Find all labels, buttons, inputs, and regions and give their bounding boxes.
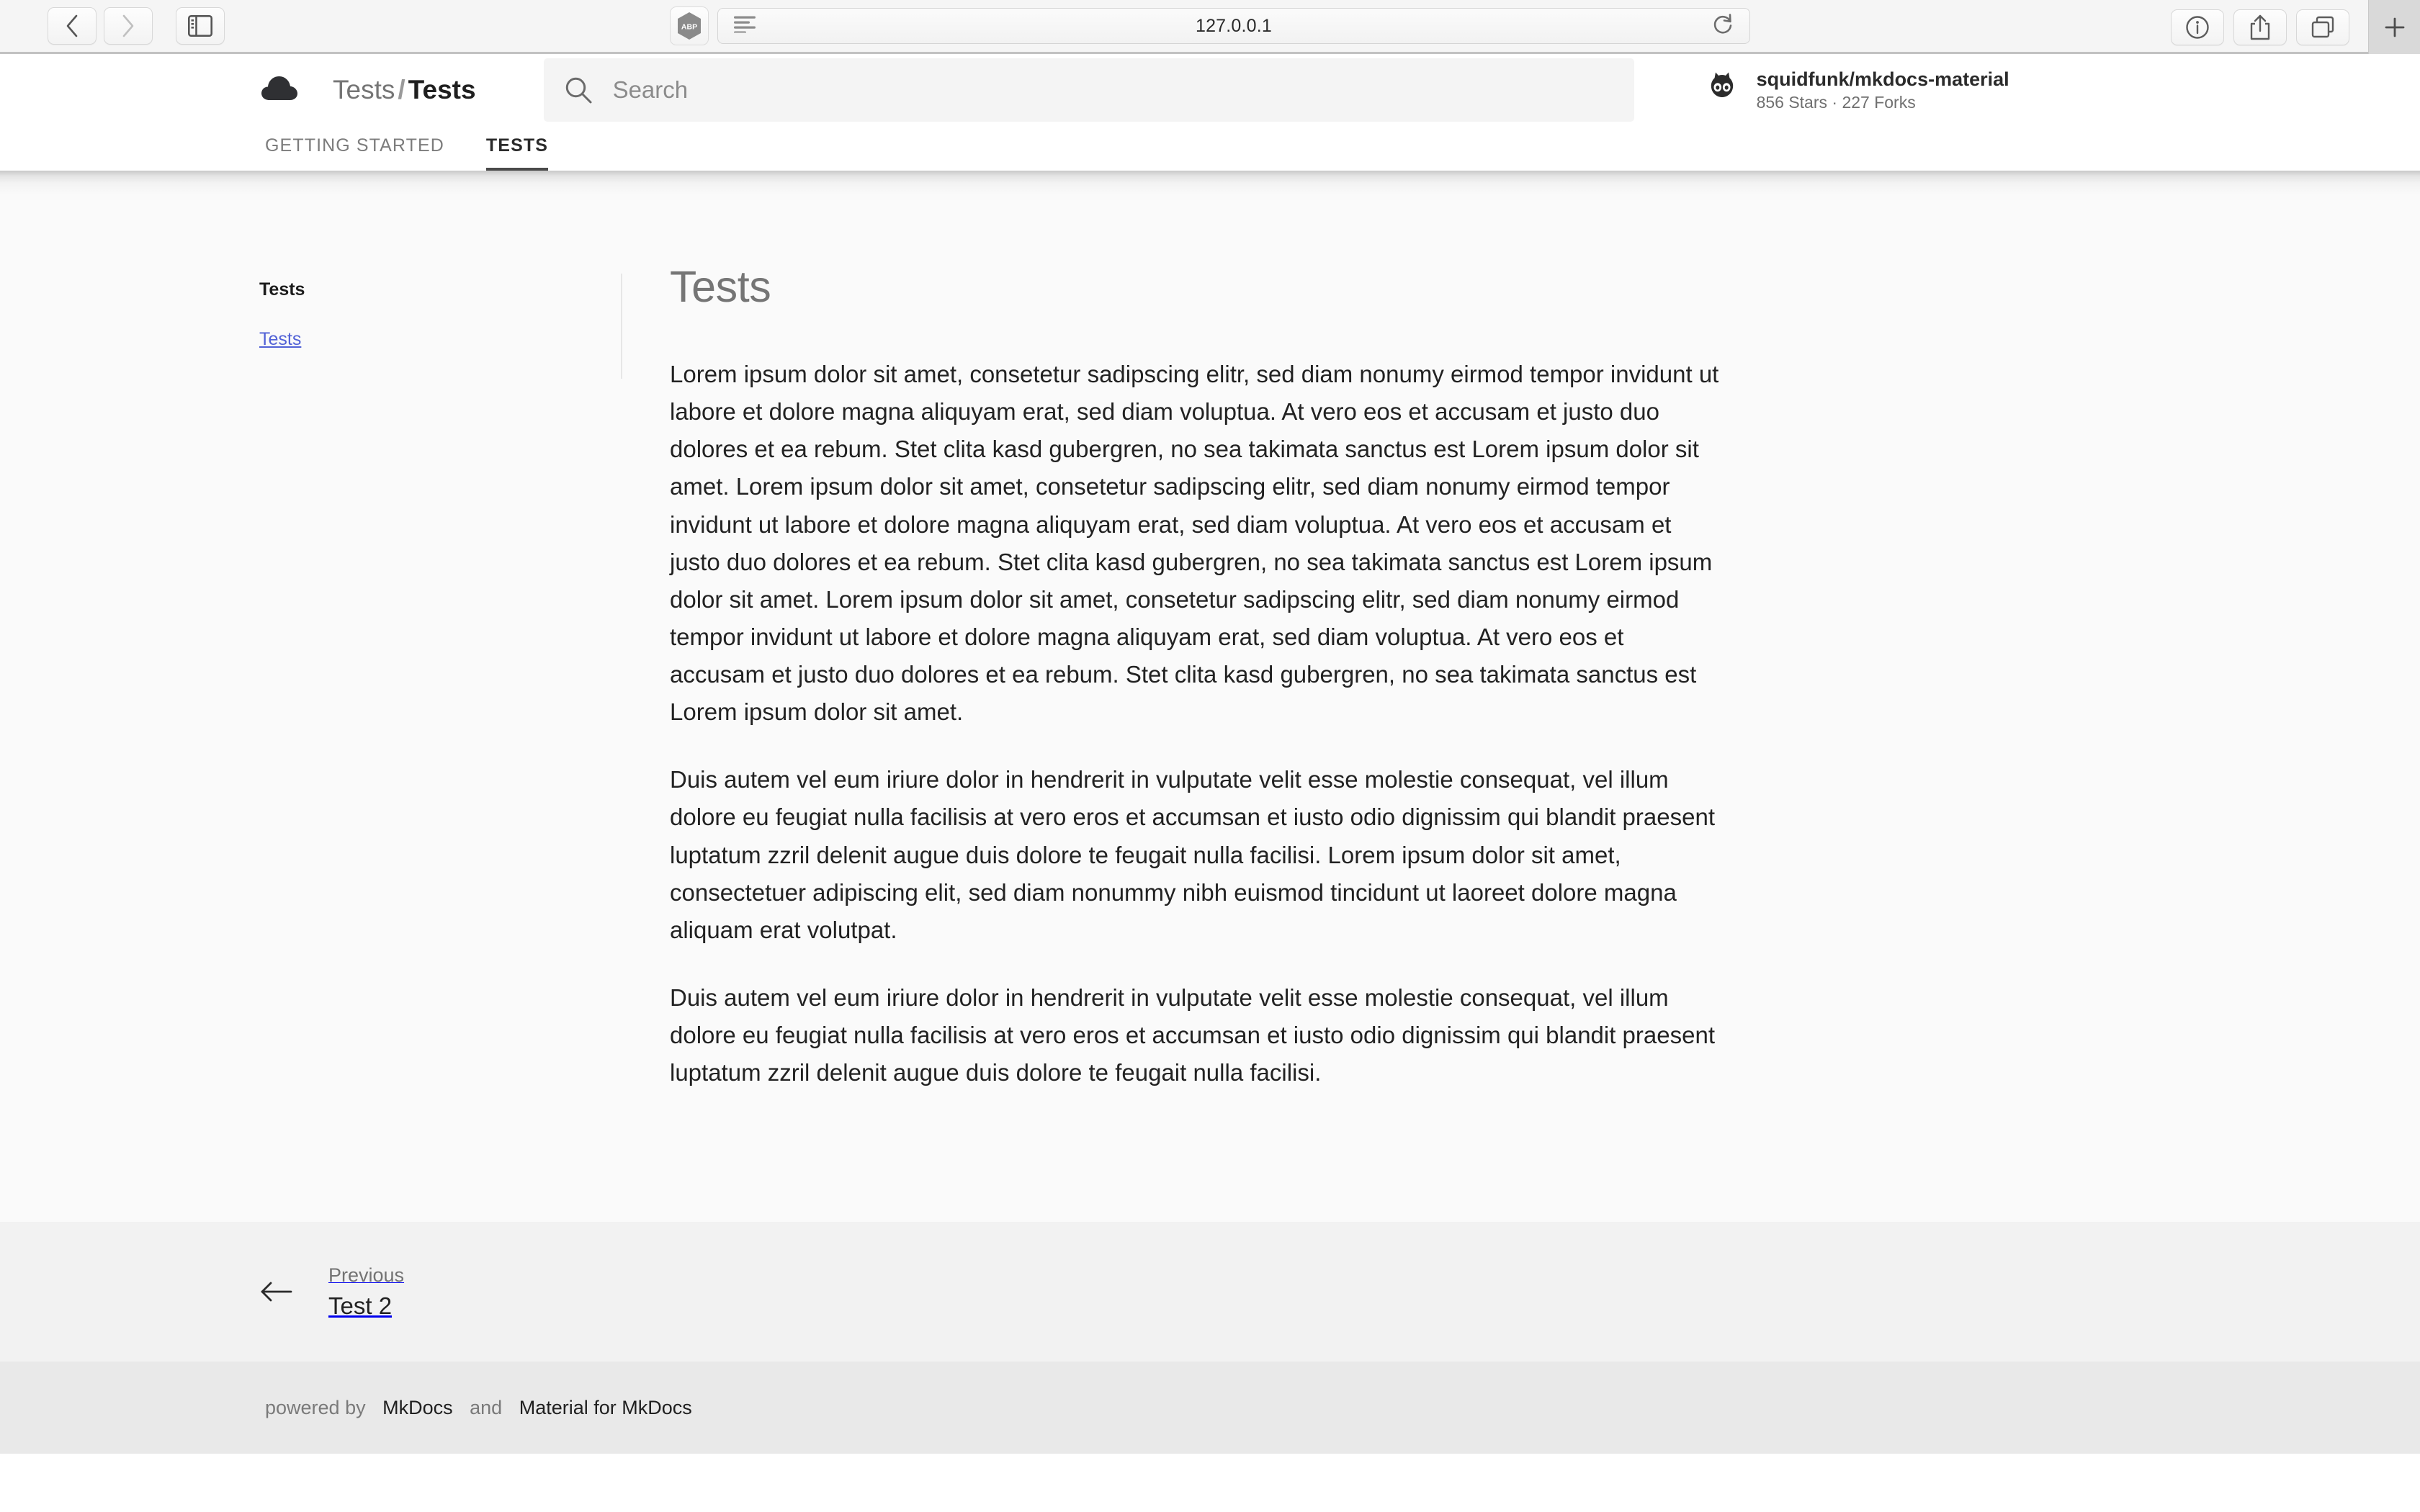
browser-toolbar [0, 0, 2420, 54]
url-bar[interactable] [717, 8, 1750, 44]
site-header-top [0, 54, 2420, 116]
page-body [0, 171, 2420, 1454]
mkdocs-link[interactable]: MkDocs [382, 1396, 453, 1418]
new-tab-button[interactable] [2368, 0, 2420, 54]
plus-icon [2383, 15, 2407, 40]
browser-nav-controls [0, 7, 225, 45]
reader-view-icon[interactable] [734, 16, 756, 37]
site-header [0, 54, 2420, 171]
primary-sidebar-nav [259, 256, 621, 1153]
tab-overview-icon [2310, 15, 2336, 40]
share-icon [2248, 14, 2272, 41]
repo-stats: 856 Stars · 227 Forks [1756, 93, 1916, 112]
sidebar-toggle-icon [188, 15, 212, 37]
github-octocat-icon [1703, 69, 1741, 107]
and-label: and [470, 1396, 503, 1418]
url-text: 127.0.0.1 [1195, 15, 1273, 36]
article-paragraph-1: Lorem ipsum dolor sit amet, consetetur sadipscing elitr, sed diam nonumy eirmod tempor invidunt ut labore et dolore magna aliquyam erat, sed diam voluptua. At vero eos et accusam et justo duo dolores et ea rebum. Stet clita kasd gubergren, no sea takimata sanctus est Lorem ipsum dolor sit amet. Lorem ipsum dolor sit amet, consetetur sadipscing elitr, sed diam nonumy eirmod tempor invidunt ut labore et dolore magna aliquyam erat, sed diam voluptua. At vero eos et accusam et justo duo dolores et ea rebum. Stet clita kasd gubergren, no sea takimata sanctus est Lorem ipsum dolor sit amet. Lorem ipsum dolor sit amet, consetetur sadipscing elitr, sed diam nonumy eirmod tempor invidunt ut labore et dolore magna aliquyam erat, sed diam voluptua. At vero eos et accusam et justo duo dolores et ea rebum. Stet clita kasd gubergren, no sea takimata sanctus est Lorem ipsum dolor sit amet. [670, 361, 1719, 726]
tab-getting-started[interactable]: GETTING STARTED [265, 135, 444, 156]
browser-address-area [670, 6, 1750, 45]
sidebar-toggle-button[interactable] [176, 7, 225, 45]
back-button[interactable] [48, 7, 97, 45]
chevron-right-icon [120, 14, 136, 38]
page-info-button[interactable] [2171, 9, 2224, 45]
chevron-left-icon [64, 14, 80, 38]
repo-meta [1757, 68, 2009, 113]
sidebar-item-tests[interactable]: Tests [259, 329, 302, 349]
browser-right-controls [2171, 0, 2420, 54]
search-icon [544, 75, 613, 105]
reload-button[interactable] [1712, 13, 1734, 40]
cloud-logo-glyph [259, 70, 300, 110]
page-title: Tests [670, 262, 771, 311]
article-content [622, 256, 1724, 1153]
github-repo-link[interactable] [1703, 68, 2009, 113]
breadcrumb-current: Tests [408, 75, 476, 104]
article-paragraph-3: Duis autem vel eum iriure dolor in hendrerit in vulputate velit esse molestie consequat, vel illum dolore eu feugiat nulla facilisis at vero eros et accumsan et iusto odio dignissim qui blandit praesent luptatum zzril delenit augue duis dolore te feugait nulla facilisi. [670, 984, 1715, 1086]
previous-page-text [328, 1264, 404, 1320]
tab-tests[interactable]: TESTS [486, 135, 548, 171]
search-input[interactable] [613, 76, 1634, 104]
svg-text:ABP: ABP [681, 22, 698, 32]
reload-icon [1712, 13, 1734, 36]
breadcrumb-section: Tests [333, 75, 395, 104]
powered-by-label: powered by [265, 1396, 366, 1418]
article-paragraph-2: Duis autem vel eum iriure dolor in hendrerit in vulputate velit esse molestie consequat, vel illum dolore eu feugiat nulla facilisis at vero eros et accumsan et iusto odio dignissim qui blandit praesent luptatum zzril delenit augue duis dolore te feugait nulla facilisi. Lorem ipsum dolor sit amet, consectetuer adipiscing elit, sed diam nonummy nibh euismod tincidunt ut laoreet dolore magna aliquam erat volutpat. [670, 766, 1715, 943]
cloud-logo-icon[interactable] [259, 70, 300, 110]
material-for-mkdocs-link[interactable]: Material for MkDocs [519, 1396, 692, 1418]
info-icon [2184, 14, 2210, 40]
search-magnifier-icon [563, 75, 593, 105]
footer-nav [0, 1222, 2420, 1362]
reader-lines-icon [734, 16, 756, 33]
previous-page-link[interactable] [259, 1264, 404, 1320]
arrow-left-icon [259, 1279, 328, 1304]
header-tabs [0, 116, 2420, 171]
main-wrap [0, 171, 2420, 1222]
sidebar-nav-title: Tests [259, 279, 305, 300]
page-breadcrumb-title [333, 75, 476, 105]
breadcrumb-separator: / [398, 75, 405, 104]
footer-meta [0, 1362, 2420, 1454]
forward-button[interactable] [104, 7, 153, 45]
previous-title: Test 2 [328, 1292, 393, 1319]
repo-name: squidfunk/mkdocs-material [1756, 68, 2009, 90]
search-box[interactable] [544, 58, 1634, 122]
previous-label: Previous [328, 1264, 405, 1286]
github-icon [1703, 69, 1741, 110]
arrow-left-glyph [259, 1279, 292, 1304]
adblock-shield-icon [676, 12, 702, 40]
tab-overview-button[interactable] [2296, 9, 2349, 45]
share-button[interactable] [2233, 9, 2287, 45]
adblock-plus-button[interactable] [670, 6, 709, 45]
